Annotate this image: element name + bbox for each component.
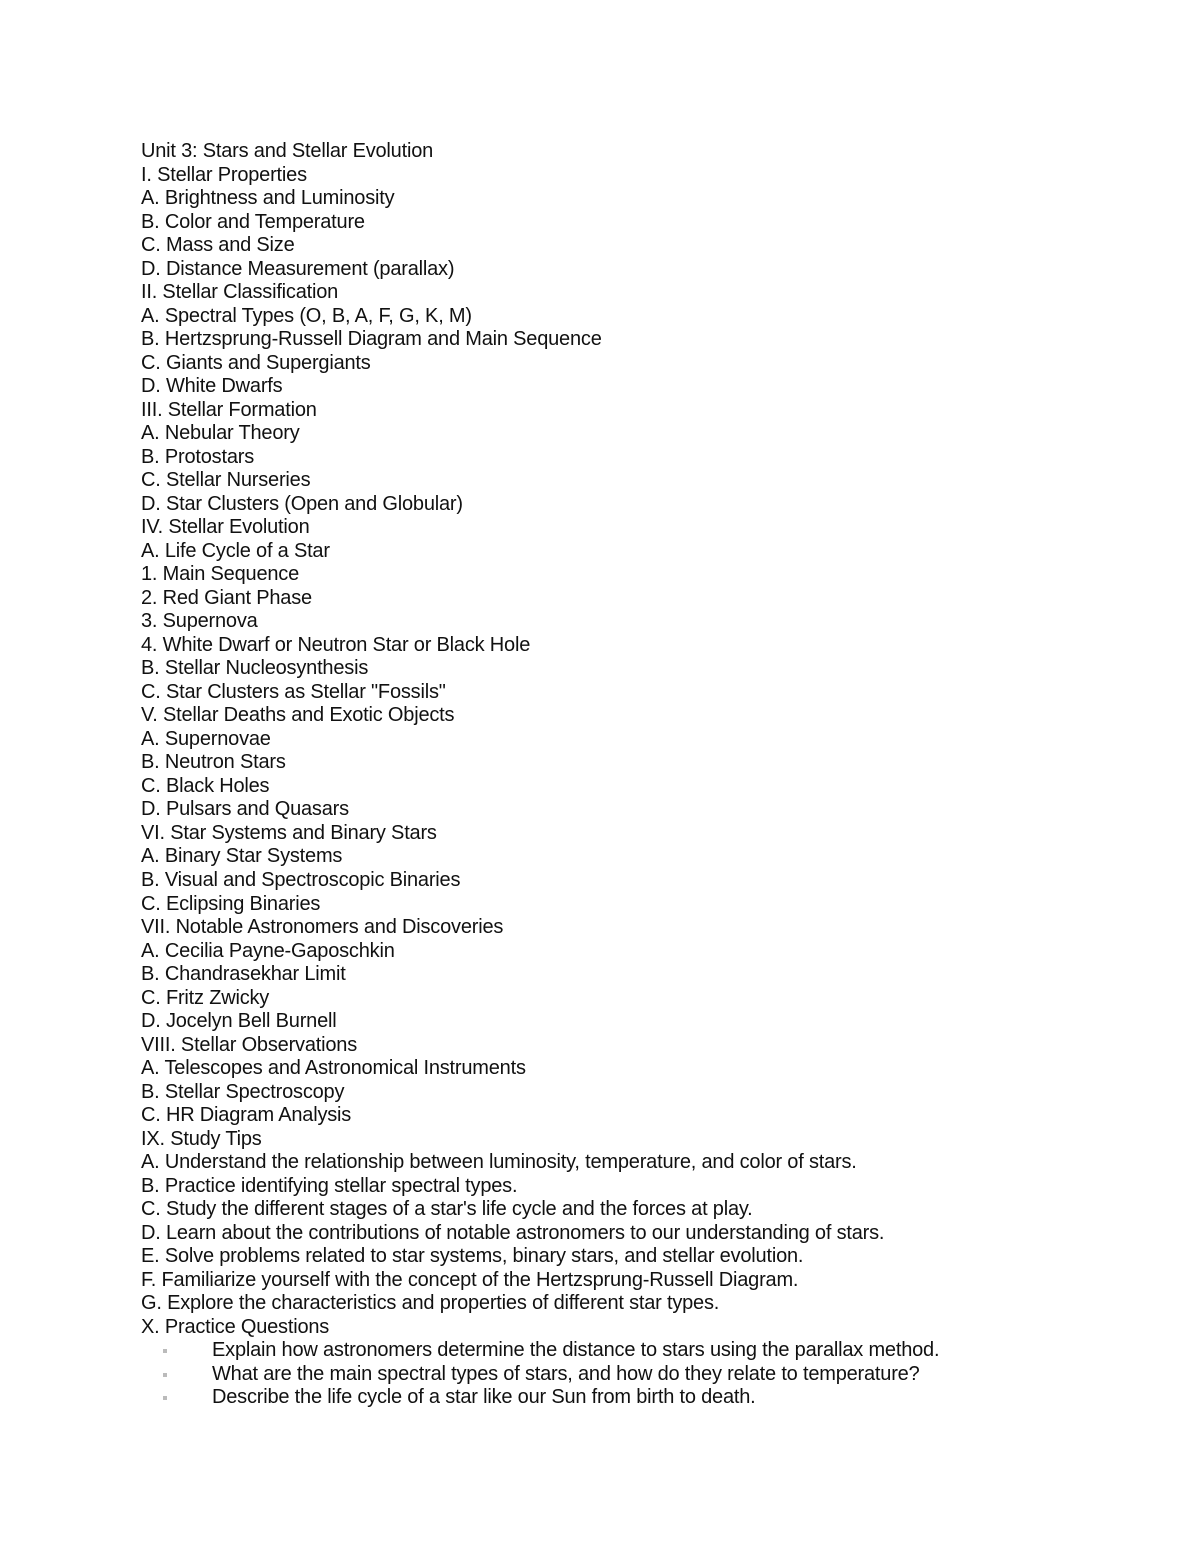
bullet-icon [163,1373,167,1377]
outline-line: E. Solve problems related to star systems, binary stars, and stellar evolution. [141,1245,804,1268]
outline-line: C. Study the different stages of a star's life cycle and the forces at play. [141,1198,753,1221]
outline-line: A. Brightness and Luminosity [141,187,395,210]
outline-line: D. Pulsars and Quasars [141,798,349,821]
document-body [141,140,939,1410]
outline-line: B. Protostars [141,445,254,468]
outline-line: A. Cecilia Payne-Gaposchkin [141,939,395,962]
outline-line: C. HR Diagram Analysis [141,1104,352,1127]
outline-line: 3. Supernova [141,610,258,633]
outline-line: B. Hertzsprung-Russell Diagram and Main Sequence [141,328,602,351]
outline-line: B. Stellar Nucleosynthesis [141,657,369,680]
outline-line: B. Practice identifying stellar spectral types. [141,1174,518,1197]
outline-line: IV. Stellar Evolution [141,516,310,539]
outline-line: 1. Main Sequence [141,563,300,586]
question-item [141,1386,939,1410]
outline-line: D. Distance Measurement (parallax) [141,257,455,280]
outline-line: A. Understand the relationship between luminosity, temperature, and color of stars. [141,1151,857,1174]
outline-line: II. Stellar Classification [141,281,339,304]
outline-line: A. Supernovae [141,727,271,750]
outline-line: C. Black Holes [141,774,270,797]
outline-line: 2. Red Giant Phase [141,586,312,609]
outline-line: V. Stellar Deaths and Exotic Objects [141,704,455,727]
question-text: Explain how astronomers determine the distance to stars using the parallax method. [212,1339,940,1362]
outline-line: D. Star Clusters (Open and Globular) [141,492,463,515]
outline-line: A. Spectral Types (O, B, A, F, G, K, M) [141,304,472,327]
document-title: Unit 3: Stars and Stellar Evolution [141,140,434,162]
outline-line: VI. Star Systems and Binary Stars [141,821,437,844]
question-text: Describe the life cycle of a star like our Sun from birth to death. [212,1386,756,1409]
outline-line: 4. White Dwarf or Neutron Star or Black Hole [141,633,531,656]
outline-line: X. Practice Questions [141,1315,330,1338]
outline-line: A. Life Cycle of a Star [141,539,330,562]
outline-line: VII. Notable Astronomers and Discoveries [141,916,504,939]
outline-line: IX. Study Tips [141,1127,262,1150]
bullet-icon [163,1396,167,1400]
outline-line: D. Learn about the contributions of notable astronomers to our understanding of stars. [141,1221,885,1244]
outline-line: G. Explore the characteristics and properties of different star types. [141,1292,720,1315]
outline-line: A. Telescopes and Astronomical Instruments [141,1057,526,1080]
outline-line: III. Stellar Formation [141,398,317,421]
question-text: What are the main spectral types of stars, and how do they relate to temperature? [212,1362,920,1385]
outline-line: B. Color and Temperature [141,210,365,233]
outline-line: B. Stellar Spectroscopy [141,1080,345,1103]
question-item [141,1339,939,1363]
outline-line: C. Star Clusters as Stellar "Fossils" [141,680,446,703]
outline-line: A. Nebular Theory [141,422,300,445]
question-item [141,1363,939,1387]
outline-line: B. Chandrasekhar Limit [141,963,346,986]
outline-line: D. White Dwarfs [141,375,283,398]
outline-line: D. Jocelyn Bell Burnell [141,1010,337,1033]
outline-line: B. Visual and Spectroscopic Binaries [141,868,461,891]
outline-line: C. Fritz Zwicky [141,986,270,1009]
outline-line: VIII. Stellar Observations [141,1033,358,1056]
outline-line: A. Binary Star Systems [141,845,343,868]
outline-line: C. Mass and Size [141,234,295,257]
outline-line: C. Eclipsing Binaries [141,892,321,915]
outline-line: I. Stellar Properties [141,163,307,186]
outline-line: C. Stellar Nurseries [141,469,311,492]
outline-line: B. Neutron Stars [141,751,286,774]
outline-line: F. Familiarize yourself with the concept of the Hertzsprung-Russell Diagram. [141,1268,799,1291]
bullet-icon [163,1349,167,1353]
outline [141,140,939,1339]
practice-questions-list [141,1339,939,1410]
outline-line: C. Giants and Supergiants [141,351,371,374]
